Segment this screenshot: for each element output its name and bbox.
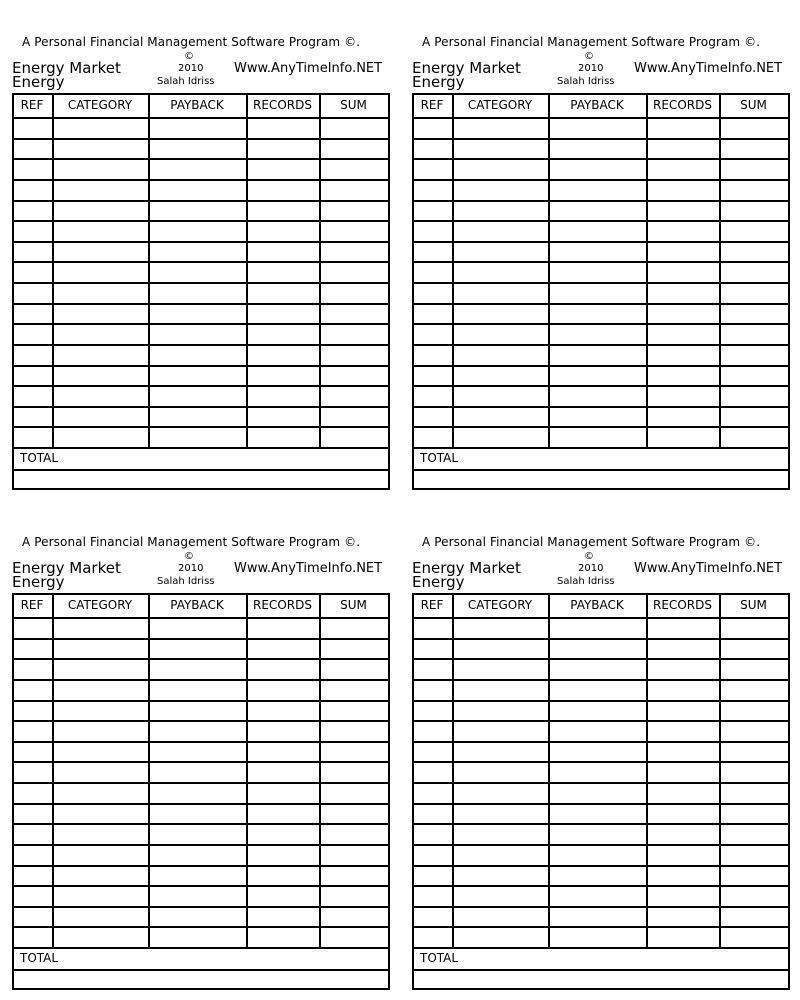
table-row[interactable] <box>12 658 390 660</box>
table-border <box>412 593 790 990</box>
table-row[interactable] <box>412 720 790 722</box>
column-header-category: CATEGORY <box>467 98 533 112</box>
total-label: TOTAL <box>20 451 59 465</box>
table-row[interactable] <box>12 844 390 846</box>
table-row[interactable] <box>412 200 790 202</box>
table-row[interactable] <box>412 844 790 846</box>
header-divider <box>412 617 790 619</box>
table-row[interactable] <box>12 323 390 325</box>
table-row[interactable] <box>412 926 790 928</box>
table-row[interactable] <box>12 906 390 908</box>
total-label: TOTAL <box>420 951 459 965</box>
table-row[interactable] <box>412 906 790 908</box>
form-top-right <box>412 35 790 495</box>
column-header-payback: PAYBACK <box>170 98 224 112</box>
table-row[interactable] <box>12 282 390 284</box>
copyright-year: 2010 <box>178 63 204 74</box>
copyright-year: 2010 <box>578 63 604 74</box>
table-row[interactable] <box>12 385 390 387</box>
copyright-year: 2010 <box>178 563 204 574</box>
column-divider <box>719 593 721 947</box>
brand-title: Energy Market <box>412 59 521 77</box>
table-bottom-divider <box>12 447 390 449</box>
total-divider <box>412 469 790 471</box>
table-row[interactable] <box>12 158 390 160</box>
tagline: A Personal Financial Management Software Program ©. <box>422 35 761 49</box>
table-row[interactable] <box>12 220 390 222</box>
column-divider <box>246 593 248 947</box>
table-bottom-divider <box>12 947 390 949</box>
total-label: TOTAL <box>420 451 459 465</box>
table-row[interactable] <box>412 406 790 408</box>
column-header-category: CATEGORY <box>67 598 133 612</box>
table-row[interactable] <box>12 179 390 181</box>
table-row[interactable] <box>412 385 790 387</box>
brand-title: Energy Market <box>412 559 521 577</box>
table-row[interactable] <box>412 803 790 805</box>
table-row[interactable] <box>12 926 390 928</box>
table-row[interactable] <box>12 426 390 428</box>
table-row[interactable] <box>412 761 790 763</box>
website-link[interactable]: Www.AnyTimeInfo.NET <box>634 561 783 576</box>
ledger-table <box>12 593 390 985</box>
table-row[interactable] <box>12 406 390 408</box>
column-divider <box>548 93 550 447</box>
column-header-payback: PAYBACK <box>570 98 624 112</box>
table-row[interactable] <box>412 261 790 263</box>
table-row[interactable] <box>12 823 390 825</box>
column-header-ref: REF <box>420 598 444 612</box>
column-divider <box>246 93 248 447</box>
table-row[interactable] <box>12 720 390 722</box>
column-divider <box>452 593 454 947</box>
column-header-records: RECORDS <box>653 598 712 612</box>
author-name: Salah Idriss <box>157 76 215 87</box>
total-divider <box>412 969 790 971</box>
table-row[interactable] <box>412 220 790 222</box>
table-row[interactable] <box>12 365 390 367</box>
column-divider <box>319 593 321 947</box>
column-divider <box>646 593 648 947</box>
table-row[interactable] <box>12 761 390 763</box>
table-row[interactable] <box>12 138 390 140</box>
column-header-payback: PAYBACK <box>170 598 224 612</box>
website-link[interactable]: Www.AnyTimeInfo.NET <box>234 61 383 76</box>
table-row[interactable] <box>12 261 390 263</box>
brand-subtitle: Energy <box>412 73 465 91</box>
table-bottom-divider <box>412 447 790 449</box>
total-divider <box>12 969 390 971</box>
table-bottom-divider <box>412 947 790 949</box>
copyright-symbol: © <box>584 551 594 562</box>
table-row[interactable] <box>412 679 790 681</box>
form-bottom-left <box>12 535 390 995</box>
tagline: A Personal Financial Management Software Program ©. <box>422 535 761 549</box>
tagline: A Personal Financial Management Software Program ©. <box>22 35 361 49</box>
form-top-left <box>12 35 390 495</box>
column-header-category: CATEGORY <box>67 98 133 112</box>
column-divider <box>548 593 550 947</box>
form-bottom-right <box>412 535 790 995</box>
table-row[interactable] <box>12 679 390 681</box>
ledger-table <box>412 93 790 485</box>
website-link[interactable]: Www.AnyTimeInfo.NET <box>234 561 383 576</box>
brand-title: Energy Market <box>12 59 121 77</box>
column-header-ref: REF <box>20 598 44 612</box>
column-divider <box>52 93 54 447</box>
column-header-sum: SUM <box>740 98 767 112</box>
column-header-payback: PAYBACK <box>570 598 624 612</box>
brand-subtitle: Energy <box>412 573 465 591</box>
table-row[interactable] <box>12 803 390 805</box>
column-divider <box>148 93 150 447</box>
table-row[interactable] <box>12 638 390 640</box>
ledger-table <box>12 93 390 485</box>
table-row[interactable] <box>12 865 390 867</box>
author-name: Salah Idriss <box>157 576 215 587</box>
table-row[interactable] <box>412 823 790 825</box>
total-label: TOTAL <box>20 951 59 965</box>
column-divider <box>719 93 721 447</box>
column-divider <box>646 93 648 447</box>
column-divider <box>452 93 454 447</box>
table-row[interactable] <box>412 426 790 428</box>
table-row[interactable] <box>412 658 790 660</box>
table-row[interactable] <box>412 323 790 325</box>
table-row[interactable] <box>412 638 790 640</box>
table-row[interactable] <box>412 158 790 160</box>
table-row[interactable] <box>412 303 790 305</box>
table-row[interactable] <box>412 865 790 867</box>
brand-subtitle: Energy <box>12 573 65 591</box>
author-name: Salah Idriss <box>557 76 615 87</box>
column-header-records: RECORDS <box>653 98 712 112</box>
table-row[interactable] <box>12 241 390 243</box>
column-header-sum: SUM <box>740 598 767 612</box>
column-header-records: RECORDS <box>253 598 312 612</box>
table-row[interactable] <box>412 700 790 702</box>
tagline: A Personal Financial Management Software Program ©. <box>22 535 361 549</box>
column-header-sum: SUM <box>340 98 367 112</box>
header-divider <box>412 117 790 119</box>
table-row[interactable] <box>412 241 790 243</box>
table-row[interactable] <box>12 344 390 346</box>
brand-subtitle: Energy <box>12 73 65 91</box>
copyright-symbol: © <box>184 551 194 562</box>
column-header-category: CATEGORY <box>467 598 533 612</box>
header-divider <box>12 617 390 619</box>
copyright-symbol: © <box>184 51 194 62</box>
table-border <box>12 593 390 990</box>
table-row[interactable] <box>412 782 790 784</box>
table-row[interactable] <box>12 200 390 202</box>
column-header-records: RECORDS <box>253 98 312 112</box>
table-row[interactable] <box>12 303 390 305</box>
copyright-symbol: © <box>584 51 594 62</box>
table-border <box>12 93 390 490</box>
table-row[interactable] <box>412 741 790 743</box>
table-row[interactable] <box>412 138 790 140</box>
column-divider <box>148 593 150 947</box>
copyright-year: 2010 <box>578 563 604 574</box>
table-row[interactable] <box>412 344 790 346</box>
table-row[interactable] <box>412 179 790 181</box>
table-row[interactable] <box>12 741 390 743</box>
table-row[interactable] <box>412 282 790 284</box>
table-row[interactable] <box>12 885 390 887</box>
column-divider <box>52 593 54 947</box>
header-divider <box>12 117 390 119</box>
ledger-table <box>412 593 790 985</box>
column-header-ref: REF <box>20 98 44 112</box>
table-row[interactable] <box>12 700 390 702</box>
brand-title: Energy Market <box>12 559 121 577</box>
table-row[interactable] <box>12 782 390 784</box>
website-link[interactable]: Www.AnyTimeInfo.NET <box>634 61 783 76</box>
table-row[interactable] <box>412 885 790 887</box>
author-name: Salah Idriss <box>557 576 615 587</box>
table-border <box>412 93 790 490</box>
column-divider <box>319 93 321 447</box>
table-row[interactable] <box>412 365 790 367</box>
column-header-sum: SUM <box>340 598 367 612</box>
column-header-ref: REF <box>420 98 444 112</box>
total-divider <box>12 469 390 471</box>
